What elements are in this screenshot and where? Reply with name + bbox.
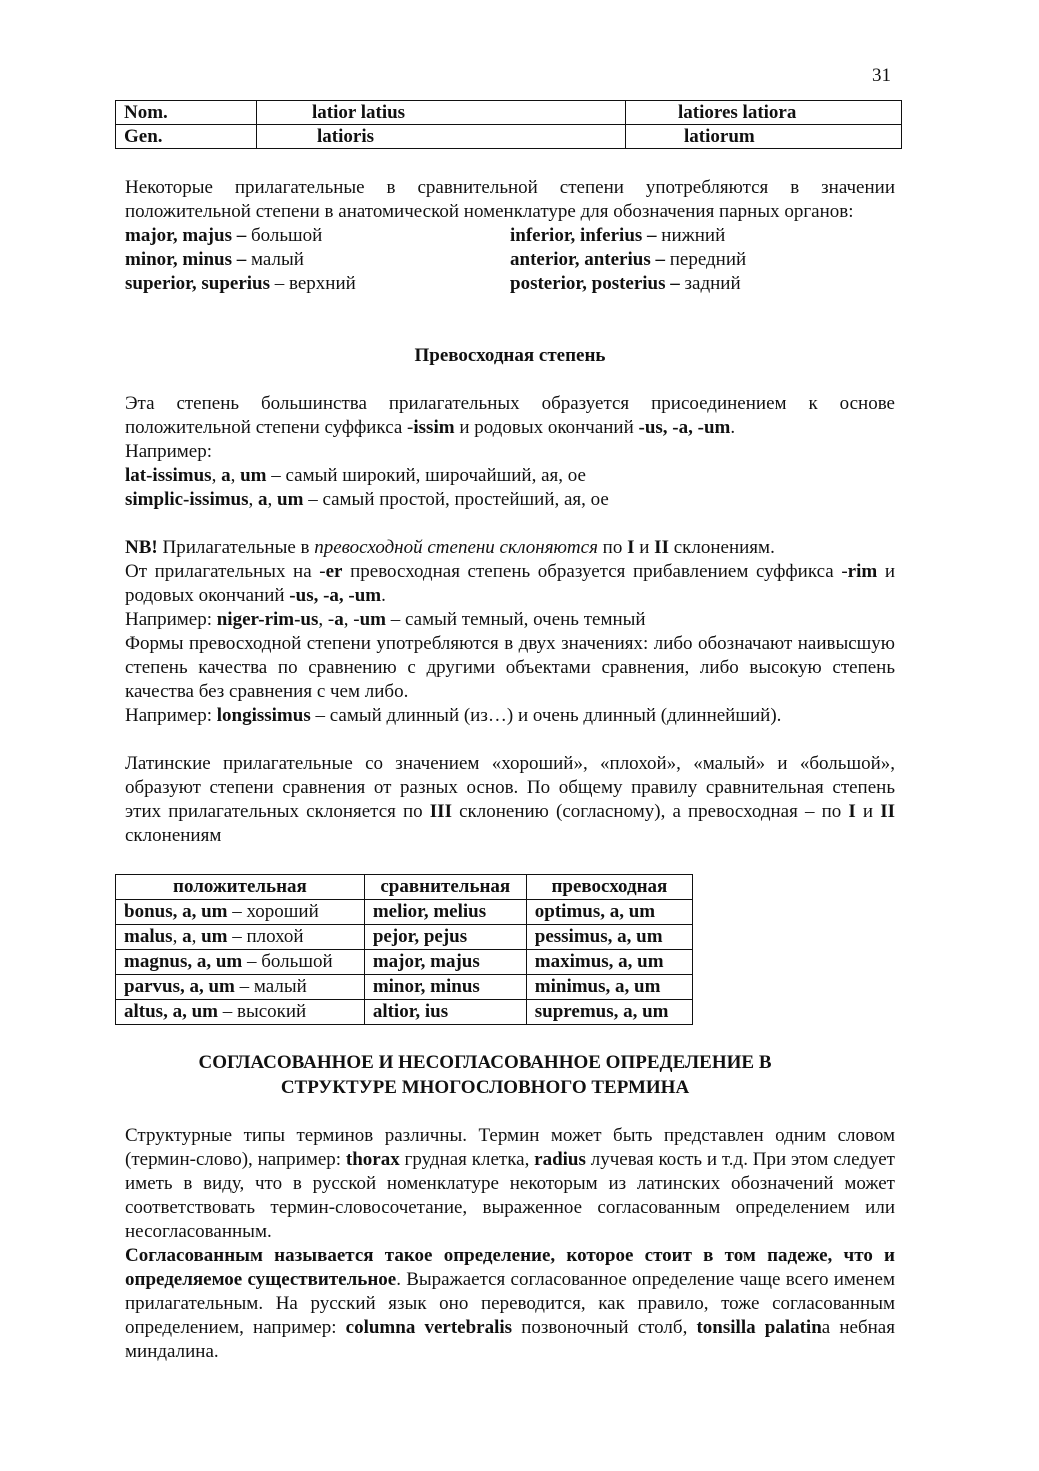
comparative-cell: minor, minus [364,975,526,1000]
nb-note: NB! Прилагательные в превосходной степени склоняются по I и II склонениям. [125,537,775,558]
table-row [116,925,693,950]
paired-term: posterior, posterius – задний [510,273,741,294]
positive-cell: parvus, a, um – малый [116,975,365,1000]
column-header: превосходная [526,875,692,900]
paired-term: superior, superius – верхний [125,273,356,294]
comparative-cell: pejor, pejus [364,925,526,950]
comparative-cell: melior, melius [364,900,526,925]
superlative-section [125,344,895,848]
agreed-definition-paragraph: Согласованным называется такое определение, которое стоит в том падеже, что и определяемое существительное. Выражается согласованное определение чаще всего именем прилагательным. На русский язык оно переводится, как правило, тоже согласованным определением, например: columna vertebralis позвоночный столб, tonsilla palatinа небная миндалина. [125,1245,895,1362]
paired-term: minor, minus – малый [125,249,304,270]
column-header: положительная [116,875,365,900]
declension-table [115,100,902,149]
intro-paragraph: Некоторые прилагательные в сравнительной степени употребляются в значении положительной степени в анатомической номенклатуре для обозначения парных органов: [125,177,895,222]
chapter-heading [115,1050,855,1100]
plural-cell: latiores latiora [626,101,902,125]
positive-cell: altus, a, um – высокий [116,1000,365,1025]
table-row [116,125,902,149]
paired-term: major, majus – большой [125,225,323,246]
table-row [116,975,693,1000]
comparative-cell: altior, ius [364,1000,526,1025]
superlative-cell: minimus, a, um [526,975,692,1000]
example-line: Например: niger-rim-us, -a, -um – самый темный, очень темный [125,609,646,630]
definition-section [125,1124,895,1364]
chapter-title-line: СОГЛАСОВАННОЕ И НЕСОГЛАСОВАННОЕ ОПРЕДЕЛЕНИЕ В [198,1052,772,1073]
paired-term: inferior, inferius – нижний [510,225,726,246]
example-line: simplic-issimus, a, um – самый простой, простейший, ая, ое [125,489,609,510]
plural-cell: latiorum [626,125,902,149]
superlative-cell: pessimus, a, um [526,925,692,950]
singular-cell: latioris [257,125,626,149]
paired-terms-list [125,224,895,296]
case-cell: Gen. [116,125,257,149]
paired-term: anterior, anterius – передний [510,249,747,270]
positive-cell: bonus, a, um – хороший [116,900,365,925]
case-cell: Nom. [116,101,257,125]
singular-cell: latior latius [257,101,626,125]
er-paragraph: От прилагательных на -er превосходная степень образуется прибавлением суффикса -rim и родовых окончаний -us, -a, -um. [125,561,895,606]
comparison-table [115,874,693,1025]
table-row [116,950,693,975]
table-row [116,101,902,125]
table-row [116,900,693,925]
comparative-section [125,176,895,296]
structure-paragraph: Структурные типы терминов различны. Термин может быть представлен одним словом (термин-слово), например: thorax грудная клетка, radius лучевая кость и т.д. При этом следует иметь в виду, что в русской номенклатуре некоторым из латинских обозначений может соответствовать термин-словосочетание, выраженное согласованным определением или несогласованным. [125,1125,895,1242]
table-header-row [116,875,693,900]
section-heading: Превосходная степень [414,345,606,366]
superlative-paragraph: Эта степень большинства прилагательных образуется присоединением к основе положительной степени суффикса -issim и родовых окончаний -us, -a, -um. [125,393,895,438]
example-line: lat-issimus, a, um – самый широкий, широчайший, ая, ое [125,465,586,486]
superlative-cell: maximus, a, um [526,950,692,975]
example-label: Например: [125,441,212,462]
chapter-title-line: СТРУКТУРЕ МНОГОСЛОВНОГО ТЕРМИНА [280,1077,690,1098]
latin-paragraph: Латинские прилагательные со значением «хороший», «плохой», «малый» и «большой», образуют степени сравнения от разных основ. По общему правилу сравнительная степень этих прилагательных склоняется по III склонению (согласному), а превосходная – по I и II склонениям [125,753,895,846]
superlative-cell: supremus, a, um [526,1000,692,1025]
positive-cell: malus, a, um – плохой [116,925,365,950]
superlative-cell: optimus, a, um [526,900,692,925]
forms-paragraph: Формы превосходной степени употребляются в двух значениях: либо обозначают наивысшую степень качества по сравнению с другими объектами сравнения, либо высокую степень качества без сравнения с чем либо. [125,633,895,702]
table-row [116,1000,693,1025]
positive-cell: magnus, a, um – большой [116,950,365,975]
column-header: сравнительная [364,875,526,900]
page-number: 31 [872,65,891,86]
comparative-cell: major, majus [364,950,526,975]
example-line: Например: longissimus – самый длинный (из…) и очень длинный (длиннейший). [125,705,782,726]
